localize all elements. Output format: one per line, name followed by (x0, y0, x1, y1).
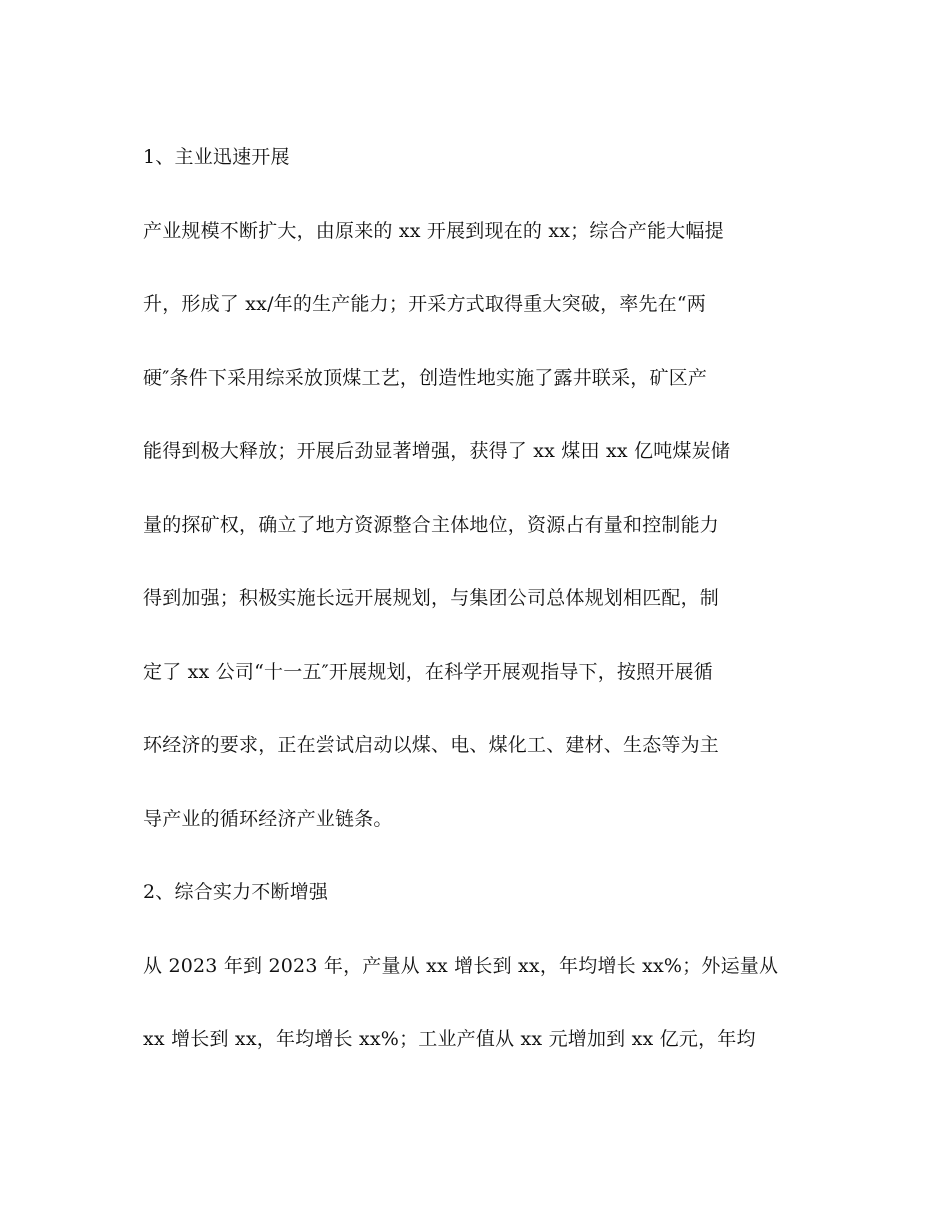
paragraph-line: 升，形成了 xx/年的生产能力；开采方式取得重大突破，率先在“两 (143, 293, 706, 315)
paragraph-line: 定了 xx 公司“十一五″开展规划，在科学开展观指导下，按照开展循 (143, 660, 713, 683)
paragraph-line: 产业规模不断扩大，由原来的 xx 开展到现在的 xx；综合产能大幅提 (143, 219, 724, 242)
paragraph-line: xx 增长到 xx，年均增长 xx%；工业产值从 xx 元增加到 xx 亿元，年均 (143, 1028, 756, 1050)
paragraph-line: 得到加强；积极实施长远开展规划，与集团公司总体规划相匹配，制 (143, 587, 720, 609)
document-body (143, 137, 803, 1093)
paragraph-line: 量的探矿权，确立了地方资源整合主体地位，资源占有量和控制能力 (143, 513, 720, 536)
paragraph-line: 环经济的要求，正在尝试启动以煤、电、煤化工、建材、生态等为主 (143, 734, 720, 756)
paragraph-line: 导产业的循环经济产业链条。 (143, 807, 393, 830)
paragraph-line: 从 2023 年到 2023 年，产量从 xx 增长到 xx，年均增长 xx%；外运量从 (143, 954, 779, 977)
paragraph-line: 能得到极大释放；开展后劲显著增强，获得了 xx 煤田 xx 亿吨煤炭储 (143, 440, 731, 462)
paragraph-line: 硬″条件下采用综采放顶煤工艺，创造性地实施了露井联采，矿区产 (143, 366, 708, 389)
section-heading: 1、主业迅速开展 (143, 146, 290, 168)
section-heading: 2、综合实力不断增强 (143, 881, 329, 903)
